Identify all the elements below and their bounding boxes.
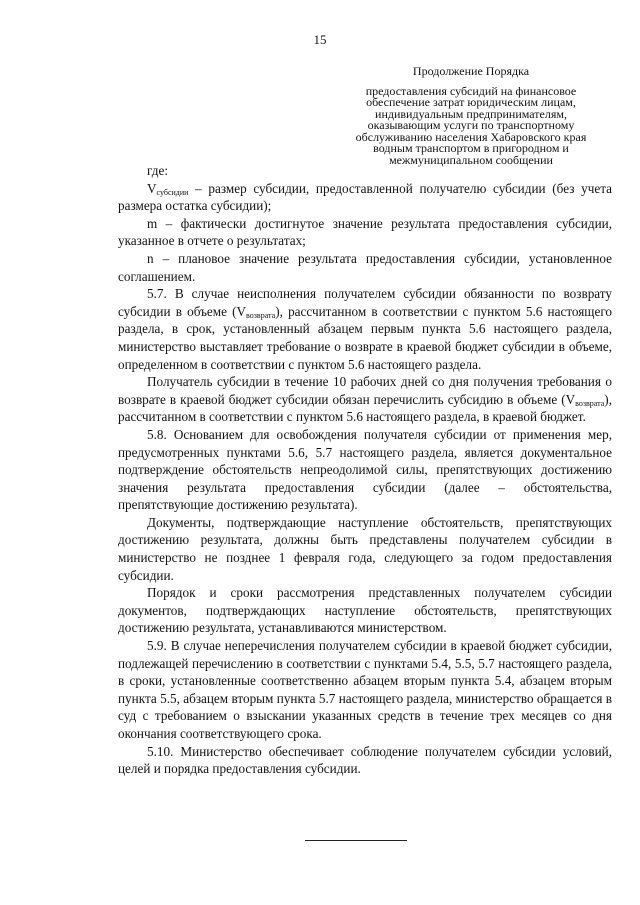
document-heading [340,66,602,166]
heading-line: оказывающим услуги по транспортному [367,118,575,132]
end-rule [305,840,407,841]
paragraph-v-definition [118,180,612,215]
v-symbol: V [147,180,157,196]
paragraph-5-9: 5.9. В случае неперечисления получателем субсидии в краевой бюджет субсидии, подлежащей перечислению в соответствии с пунктами 5.4, 5.5, 5.7 настоящего раздела, в сроки, установленные соответственно абзацем вторым пункта 5.4, абзацем вторым пункта 5.5, абзацем вторым пункта 5.7 настоящего раздела, министерство обращается в суд с требованием о взыскании указанных средств в течение трех месяцев со дня окончания соответствующего срока. [118,638,612,741]
paragraph-5-8-documents: Документы, подтверждающие наступление обстоятельств, препятствующих достижению результата, должны быть представлены получателем субсидии в министерство не позднее 1 февраля года, следующего за годом предоставления субсидии. [118,514,612,583]
v-subscript: субсидии [156,187,189,197]
v-definition-text: – размер субсидии, предоставленной получателю субсидии (без учета размера остатка субсидии); [118,180,612,214]
heading-line: обслуживанию населения Хабаровского края [355,129,587,144]
paragraph-5-7-second [118,373,612,426]
paragraph-5-7-text: 5.7. В случае неисполнения получателем субсидии обязанности по возврату субсидии в объеме (V [118,286,612,319]
paragraph-5-7 [118,285,612,373]
heading-title: Продолжение Порядка [412,64,530,78]
heading-line: индивидуальным предпринимателям, [375,106,567,121]
paragraph-5-7-second-cont: ), рассчитанном в соответствии с пунктом 5.6 настоящего раздела, в краевой бюджет. [118,391,612,425]
paragraph-5-7-second-text: Получатель субсидии в течение 10 рабочих дней со дня получения требования о возврате в краевой бюджет субсидии обязан перечислить субсидию в объеме (V [118,374,612,407]
v-return-subscript: возврата [246,310,276,320]
page-number: 15 [313,32,327,47]
paragraph-5-10: 5.10. Министерство обеспечивает соблюдение получателем субсидии условий, целей и порядка предоставления субсидии. [118,743,612,777]
paragraph-5-8-procedure: Порядок и сроки рассмотрения представленных получателем субсидии документов, подтверждающих наступление обстоятельств, препятствующих достижению результата, устанавливаются министерством. [118,585,612,636]
heading-line: водным транспортом в пригородном и [373,141,569,155]
heading-line: предоставления субсидий на финансовое [365,83,577,98]
heading-line: межмуниципальном сообщении [389,152,553,167]
paragraph-5-7-text-cont: ), рассчитанном в соответствии с пунктом 5.6 настоящего раздела, в срок, установленный абзацем первым пункта 5.6 настоящего раздела, министерство выставляет требование о возврате в краевой бюджет субсидии в объеме, определенном в соответствии с пунктом 5.6 настоящего раздела. [118,303,612,372]
paragraph-m-definition: m – фактически достигнутое значение результата предоставления субсидии, указанное в отчете о результатах; [118,215,612,249]
document-body [118,162,612,778]
heading-line: обеспечение затрат юридическим лицам, [366,95,576,109]
paragraph-5-8: 5.8. Основанием для освобождения получателя субсидии от применения мер, предусмотренных пунктами 5.6, 5.7 настоящего раздела, является документальное подтверждение обстоятельств непреодолимой силы, препятствующих достижению значения результата предоставления субсидии (далее – обстоятельства, препятствующие достижению результата). [118,426,612,513]
paragraph-n-definition: n – плановое значение результата предоставления субсидии, установленное соглашением. [118,250,612,284]
v-return-subscript: возврата [575,398,605,408]
where-label: где: [147,163,168,178]
